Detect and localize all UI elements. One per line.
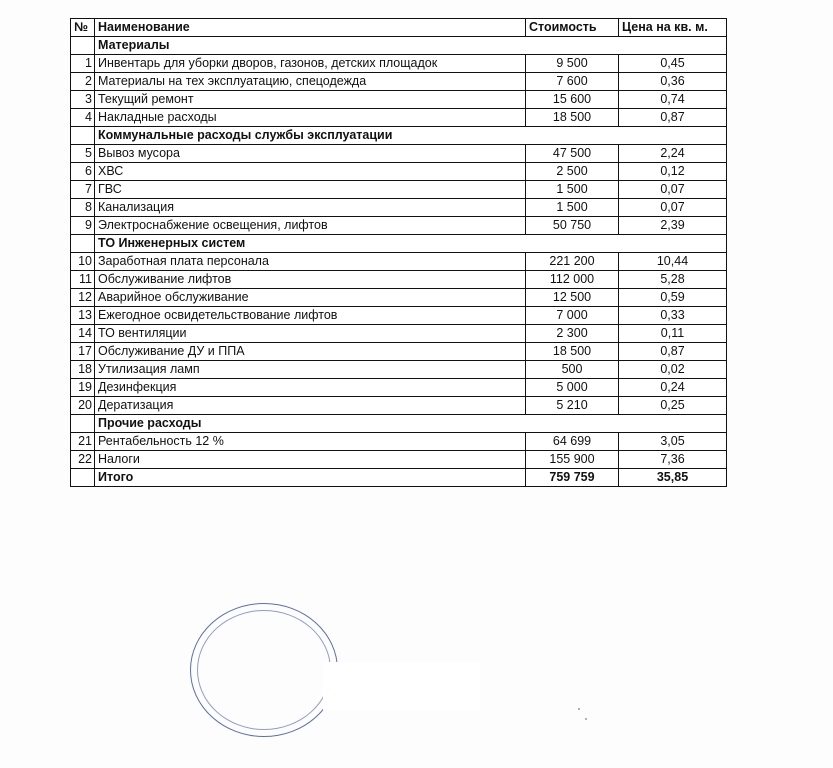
table-row [71, 307, 727, 325]
table-row [71, 343, 727, 361]
table-row [71, 217, 727, 235]
table-row [71, 55, 727, 73]
table-row [71, 379, 727, 397]
price-per-sqm-cell: 0,12 [619, 163, 727, 181]
price-per-sqm-cell: 0,36 [619, 73, 727, 91]
seal-stamp [190, 603, 338, 737]
cost-cell: 7 000 [526, 307, 619, 325]
row-number-cell: 3 [71, 91, 95, 109]
item-name: Заработная плата персонала [95, 253, 526, 271]
price-per-sqm-cell: 0,45 [619, 55, 727, 73]
section-row [71, 37, 727, 55]
price-per-sqm-cell: 0,07 [619, 199, 727, 217]
price-per-sqm-cell: 0,24 [619, 379, 727, 397]
total-label: Итого [95, 469, 526, 487]
item-name: ТО вентиляции [95, 325, 526, 343]
row-number-cell: 17 [71, 343, 95, 361]
row-number-cell: 11 [71, 271, 95, 289]
price-per-sqm-cell: 3,05 [619, 433, 727, 451]
section-row [71, 127, 727, 145]
table-row [71, 73, 727, 91]
header-price: Цена на кв. м. [619, 19, 727, 37]
section-title: ТО Инженерных систем [95, 235, 727, 253]
table-row [71, 181, 727, 199]
table-row [71, 433, 727, 451]
item-name: Обслуживание ДУ и ППА [95, 343, 526, 361]
row-number-cell: 18 [71, 361, 95, 379]
price-per-sqm-cell: 35,85 [619, 469, 727, 487]
price-per-sqm-cell: 0,07 [619, 181, 727, 199]
cost-cell: 7 600 [526, 73, 619, 91]
item-name: ГВС [95, 181, 526, 199]
table-row [71, 163, 727, 181]
cost-estimate-table [70, 18, 727, 487]
table-row [71, 361, 727, 379]
cost-cell: 9 500 [526, 55, 619, 73]
section-row [71, 235, 727, 253]
table-row [71, 325, 727, 343]
row-number-cell: 4 [71, 109, 95, 127]
item-name: Текущий ремонт [95, 91, 526, 109]
header-cost: Стоимость [526, 19, 619, 37]
section-title: Прочие расходы [95, 415, 727, 433]
table-row [71, 289, 727, 307]
cost-cell: 18 500 [526, 109, 619, 127]
header-num: № [71, 19, 95, 37]
total-row [71, 469, 727, 487]
row-number-cell: 6 [71, 163, 95, 181]
cost-cell: 155 900 [526, 451, 619, 469]
row-number-cell [71, 127, 95, 145]
item-name: Канализация [95, 199, 526, 217]
row-number-cell [71, 415, 95, 433]
scan-speck [578, 708, 580, 710]
row-number-cell: 5 [71, 145, 95, 163]
table-row [71, 199, 727, 217]
item-name: Дератизация [95, 397, 526, 415]
price-per-sqm-cell: 5,28 [619, 271, 727, 289]
table-row [71, 145, 727, 163]
price-per-sqm-cell: 0,87 [619, 109, 727, 127]
price-per-sqm-cell: 0,74 [619, 91, 727, 109]
cost-cell: 18 500 [526, 343, 619, 361]
item-name: Электроснабжение освещения, лифтов [95, 217, 526, 235]
section-title: Коммунальные расходы службы эксплуатации [95, 127, 727, 145]
row-number-cell: 2 [71, 73, 95, 91]
row-number-cell [71, 469, 95, 487]
header-name: Наименование [95, 19, 526, 37]
table-row [71, 109, 727, 127]
item-name: Аварийное обслуживание [95, 289, 526, 307]
item-name: Накладные расходы [95, 109, 526, 127]
section-row [71, 415, 727, 433]
cost-cell: 500 [526, 361, 619, 379]
scan-speck [585, 718, 587, 720]
price-per-sqm-cell: 2,24 [619, 145, 727, 163]
section-title: Материалы [95, 37, 727, 55]
item-name: Обслуживание лифтов [95, 271, 526, 289]
cost-cell: 15 600 [526, 91, 619, 109]
cost-cell: 5 210 [526, 397, 619, 415]
item-name: Рентабельность 12 % [95, 433, 526, 451]
item-name: Налоги [95, 451, 526, 469]
cost-cell: 64 699 [526, 433, 619, 451]
table-row [71, 271, 727, 289]
item-name: Утилизация ламп [95, 361, 526, 379]
price-per-sqm-cell: 7,36 [619, 451, 727, 469]
cost-cell: 1 500 [526, 199, 619, 217]
table-body [71, 19, 727, 487]
cost-cell: 221 200 [526, 253, 619, 271]
cost-cell: 1 500 [526, 181, 619, 199]
row-number-cell: 14 [71, 325, 95, 343]
item-name: Дезинфекция [95, 379, 526, 397]
row-number-cell: 13 [71, 307, 95, 325]
cost-cell: 759 759 [526, 469, 619, 487]
price-per-sqm-cell: 0,87 [619, 343, 727, 361]
price-per-sqm-cell: 2,39 [619, 217, 727, 235]
item-name: ХВС [95, 163, 526, 181]
price-per-sqm-cell: 0,11 [619, 325, 727, 343]
cost-cell: 112 000 [526, 271, 619, 289]
cost-cell: 2 300 [526, 325, 619, 343]
row-number-cell: 20 [71, 397, 95, 415]
price-per-sqm-cell: 0,02 [619, 361, 727, 379]
item-name: Ежегодное освидетельствование лифтов [95, 307, 526, 325]
cost-cell: 2 500 [526, 163, 619, 181]
price-per-sqm-cell: 0,59 [619, 289, 727, 307]
item-name: Материалы на тех эксплуатацию, спецодежда [95, 73, 526, 91]
price-per-sqm-cell: 0,25 [619, 397, 727, 415]
row-number-cell: 10 [71, 253, 95, 271]
cost-cell: 12 500 [526, 289, 619, 307]
item-name: Инвентарь для уборки дворов, газонов, детских площадок [95, 55, 526, 73]
row-number-cell: 9 [71, 217, 95, 235]
cost-cell: 50 750 [526, 217, 619, 235]
row-number-cell: 7 [71, 181, 95, 199]
table-row [71, 91, 727, 109]
seal-stamp-inner-ring [197, 610, 331, 730]
table-header-row [71, 19, 727, 37]
row-number-cell: 22 [71, 451, 95, 469]
cost-cell: 47 500 [526, 145, 619, 163]
table-row [71, 253, 727, 271]
row-number-cell: 21 [71, 433, 95, 451]
price-per-sqm-cell: 0,33 [619, 307, 727, 325]
table-row [71, 397, 727, 415]
row-number-cell: 1 [71, 55, 95, 73]
redacted-signature-area [323, 662, 480, 710]
row-number-cell: 8 [71, 199, 95, 217]
cost-cell: 5 000 [526, 379, 619, 397]
table-row [71, 451, 727, 469]
row-number-cell [71, 235, 95, 253]
price-per-sqm-cell: 10,44 [619, 253, 727, 271]
row-number-cell [71, 37, 95, 55]
row-number-cell: 12 [71, 289, 95, 307]
item-name: Вывоз мусора [95, 145, 526, 163]
row-number-cell: 19 [71, 379, 95, 397]
